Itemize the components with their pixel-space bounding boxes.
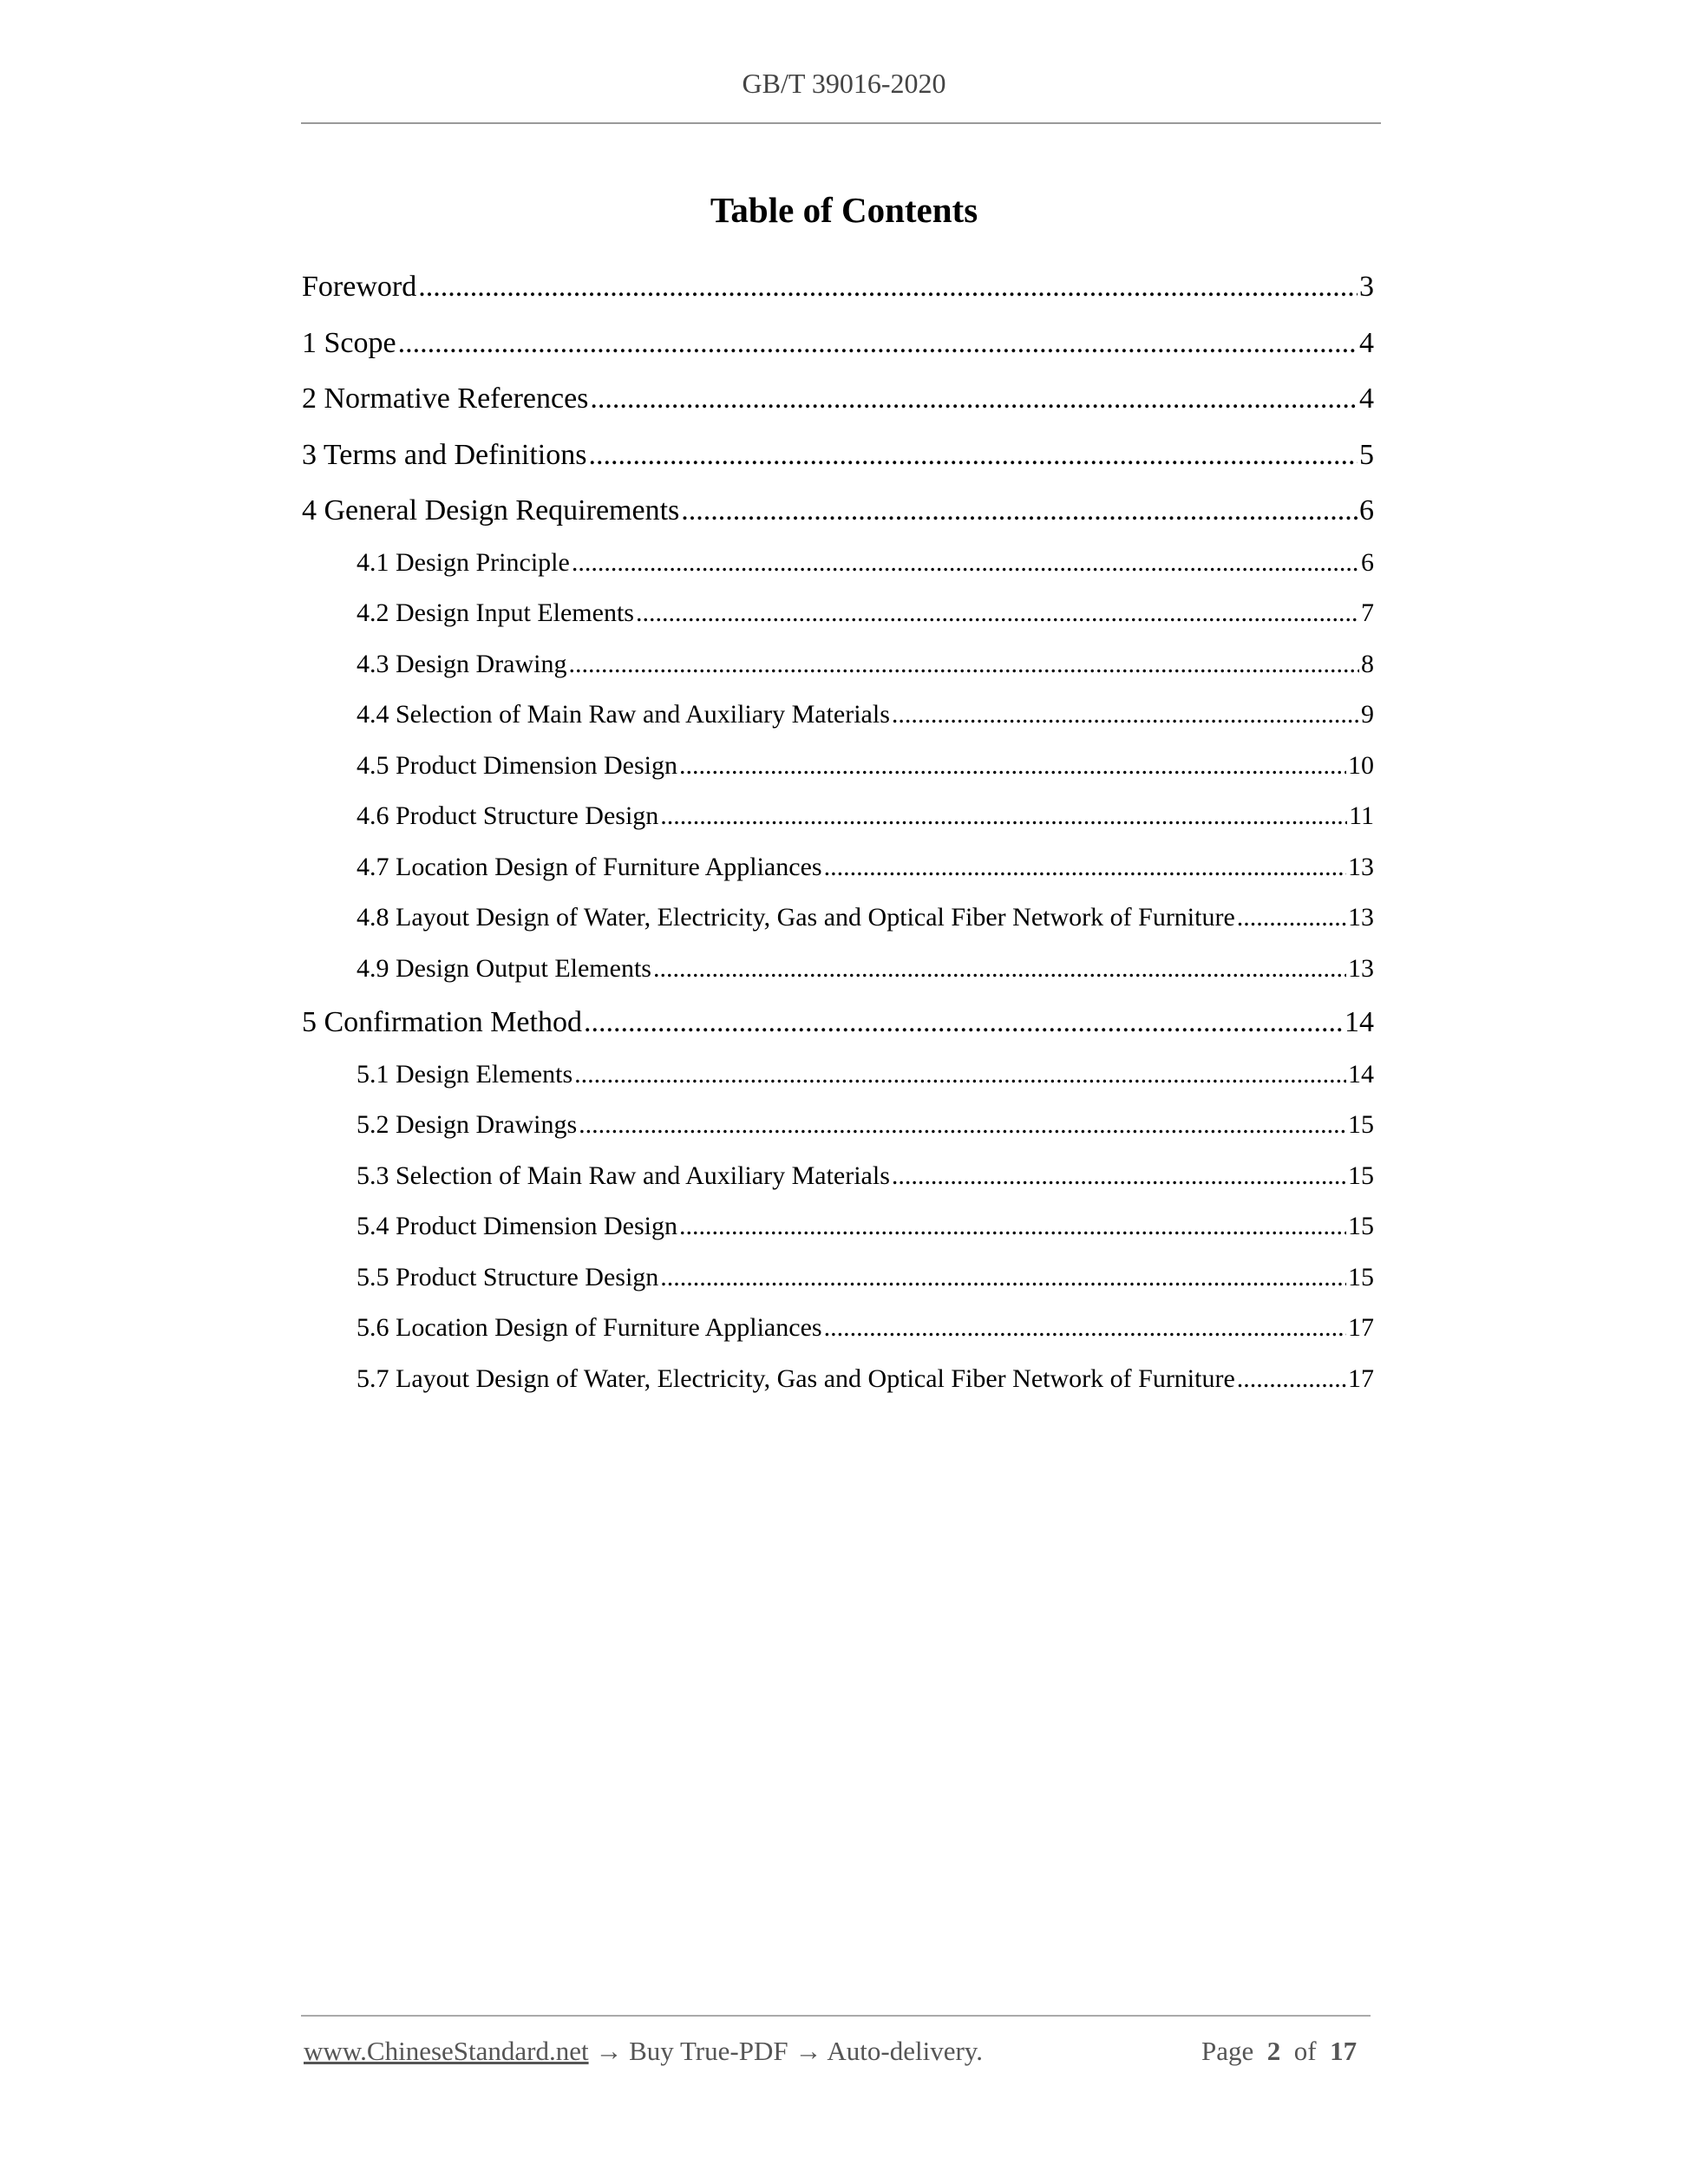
toc-entry-label: 5.1 Design Elements bbox=[357, 1060, 573, 1089]
toc-entry-page: 6 bbox=[1359, 494, 1374, 526]
toc-entry-page: 15 bbox=[1348, 1212, 1374, 1240]
toc-entry-label: 4.1 Design Principle bbox=[357, 548, 570, 577]
toc-entry[interactable] bbox=[302, 383, 1374, 415]
toc-entry[interactable] bbox=[357, 751, 1374, 781]
toc-entry-label: 2 Normative References bbox=[302, 383, 589, 415]
toc-entry-label: 4 General Design Requirements bbox=[302, 494, 680, 526]
toc-entry-label: 5.4 Product Dimension Design bbox=[357, 1212, 677, 1240]
toc-entry-label: 5.5 Product Structure Design bbox=[357, 1263, 659, 1291]
toc-entry-label: 4.3 Design Drawing bbox=[357, 650, 567, 678]
toc-entry-label: 5.2 Design Drawings bbox=[357, 1110, 578, 1139]
toc-entry[interactable] bbox=[302, 327, 1374, 360]
page-indicator bbox=[1201, 2036, 1357, 2067]
arrow-right-icon: → bbox=[595, 2036, 623, 2066]
toc-entry[interactable] bbox=[357, 954, 1374, 984]
toc-entry[interactable] bbox=[357, 700, 1374, 729]
toc-entry[interactable] bbox=[357, 1263, 1374, 1292]
toc-dot-leader bbox=[590, 383, 1358, 415]
toc-dot-leader bbox=[1237, 1364, 1346, 1394]
toc-entry[interactable] bbox=[357, 1110, 1374, 1140]
toc-entry-label: 5.6 Location Design of Furniture Appliances bbox=[357, 1313, 822, 1342]
toc-entry-label: 5.3 Selection of Main Raw and Auxiliary Materials bbox=[357, 1161, 890, 1190]
toc-entry-page: 6 bbox=[1361, 548, 1374, 577]
toc-entry-page: 8 bbox=[1361, 650, 1374, 678]
toc-dot-leader bbox=[824, 853, 1346, 882]
toc-entry-page: 10 bbox=[1348, 751, 1374, 780]
toc-dot-leader bbox=[568, 650, 1359, 679]
toc-entry-label: 4.8 Layout Design of Water, Electricity, Gas and Optical Fiber Network of Furniture bbox=[357, 903, 1235, 932]
toc-dot-leader bbox=[572, 548, 1359, 578]
arrow-right-icon: → bbox=[795, 2036, 822, 2066]
toc-entry-page: 14 bbox=[1348, 1060, 1374, 1089]
toc-entry-page: 5 bbox=[1359, 439, 1374, 471]
toc-dot-leader bbox=[660, 1263, 1346, 1292]
toc-entry-label: 4.4 Selection of Main Raw and Auxiliary Materials bbox=[357, 700, 890, 729]
toc-entry-page: 11 bbox=[1349, 801, 1374, 830]
toc-entry[interactable] bbox=[357, 903, 1374, 932]
toc-entry-page: 15 bbox=[1348, 1263, 1374, 1291]
toc-dot-leader bbox=[418, 271, 1358, 304]
toc-dot-leader bbox=[398, 327, 1358, 360]
toc-dot-leader bbox=[681, 494, 1358, 527]
website-link[interactable]: www.ChineseStandard.net bbox=[304, 2036, 589, 2066]
page-current: 2 bbox=[1266, 2036, 1281, 2066]
toc-entry[interactable] bbox=[357, 1212, 1374, 1241]
toc-entry-label: 1 Scope bbox=[302, 327, 396, 359]
toc-dot-leader bbox=[660, 801, 1347, 831]
toc-entry[interactable] bbox=[357, 801, 1374, 831]
toc-dot-leader bbox=[579, 1110, 1346, 1140]
page-word: Page bbox=[1201, 2036, 1254, 2066]
auto-delivery-text: Auto-delivery. bbox=[827, 2036, 984, 2066]
toc-entry-page: 17 bbox=[1348, 1364, 1374, 1393]
toc-entry[interactable] bbox=[302, 494, 1374, 527]
page-total: 17 bbox=[1330, 2036, 1358, 2066]
toc-entry[interactable] bbox=[302, 439, 1374, 472]
toc-entry-page: 13 bbox=[1348, 954, 1374, 983]
toc-dot-leader bbox=[584, 1006, 1343, 1039]
toc-entry-label: 4.2 Design Input Elements bbox=[357, 598, 634, 627]
toc-dot-leader bbox=[679, 1212, 1346, 1241]
toc-entry-label: Foreword bbox=[302, 271, 417, 303]
toc-entry-page: 4 bbox=[1359, 383, 1374, 415]
toc-entry-page: 3 bbox=[1359, 271, 1374, 303]
toc-entry-page: 17 bbox=[1348, 1313, 1374, 1342]
toc-entry-label: 5.7 Layout Design of Water, Electricity, Gas and Optical Fiber Network of Furniture bbox=[357, 1364, 1235, 1393]
toc-entry[interactable] bbox=[357, 650, 1374, 679]
toc-entry[interactable] bbox=[357, 1313, 1374, 1343]
toc-dot-leader bbox=[824, 1313, 1346, 1343]
buy-true-pdf-text: Buy True-PDF bbox=[629, 2036, 788, 2066]
toc-entry-page: 9 bbox=[1361, 700, 1374, 729]
document-code: GB/T 39016-2020 bbox=[742, 68, 946, 99]
toc-entry[interactable] bbox=[357, 1364, 1374, 1394]
toc-entry-page: 4 bbox=[1359, 327, 1374, 359]
toc-entry-page: 13 bbox=[1348, 903, 1374, 932]
toc-dot-leader bbox=[892, 700, 1359, 729]
toc-dot-leader bbox=[1237, 903, 1346, 932]
toc-entry-label: 3 Terms and Definitions bbox=[302, 439, 587, 471]
toc-dot-leader bbox=[653, 954, 1346, 984]
toc-title: Table of Contents bbox=[710, 190, 978, 230]
toc-entry[interactable] bbox=[302, 271, 1374, 304]
toc-entry-label: 4.7 Location Design of Furniture Appliances bbox=[357, 853, 822, 881]
toc-entry-label: 4.5 Product Dimension Design bbox=[357, 751, 677, 780]
toc-entry[interactable] bbox=[357, 1161, 1374, 1191]
toc-dot-leader bbox=[679, 751, 1346, 781]
toc-entry-page: 15 bbox=[1348, 1161, 1374, 1190]
toc-entry-label: 4.6 Product Structure Design bbox=[357, 801, 659, 830]
header-divider bbox=[301, 122, 1381, 124]
toc-dot-leader bbox=[588, 439, 1358, 472]
toc-entry-page: 15 bbox=[1348, 1110, 1374, 1139]
toc-dot-leader bbox=[574, 1060, 1346, 1089]
toc-entry-page: 13 bbox=[1348, 853, 1374, 881]
of-word: of bbox=[1293, 2036, 1317, 2066]
toc-entry[interactable] bbox=[357, 853, 1374, 882]
toc-entry-page: 7 bbox=[1361, 598, 1374, 627]
toc-entry-page: 14 bbox=[1345, 1006, 1374, 1038]
toc-dot-leader bbox=[892, 1161, 1346, 1191]
footer-divider bbox=[301, 2015, 1371, 2017]
toc-dot-leader bbox=[636, 598, 1359, 628]
toc-entry-label: 4.9 Design Output Elements bbox=[357, 954, 651, 983]
toc-entry-label: 5 Confirmation Method bbox=[302, 1006, 582, 1038]
toc-entry[interactable] bbox=[302, 1006, 1374, 1039]
toc-entry[interactable] bbox=[357, 1060, 1374, 1089]
toc-entry[interactable] bbox=[357, 598, 1374, 628]
footer-promo bbox=[304, 2036, 983, 2067]
toc-entry[interactable] bbox=[357, 548, 1374, 578]
